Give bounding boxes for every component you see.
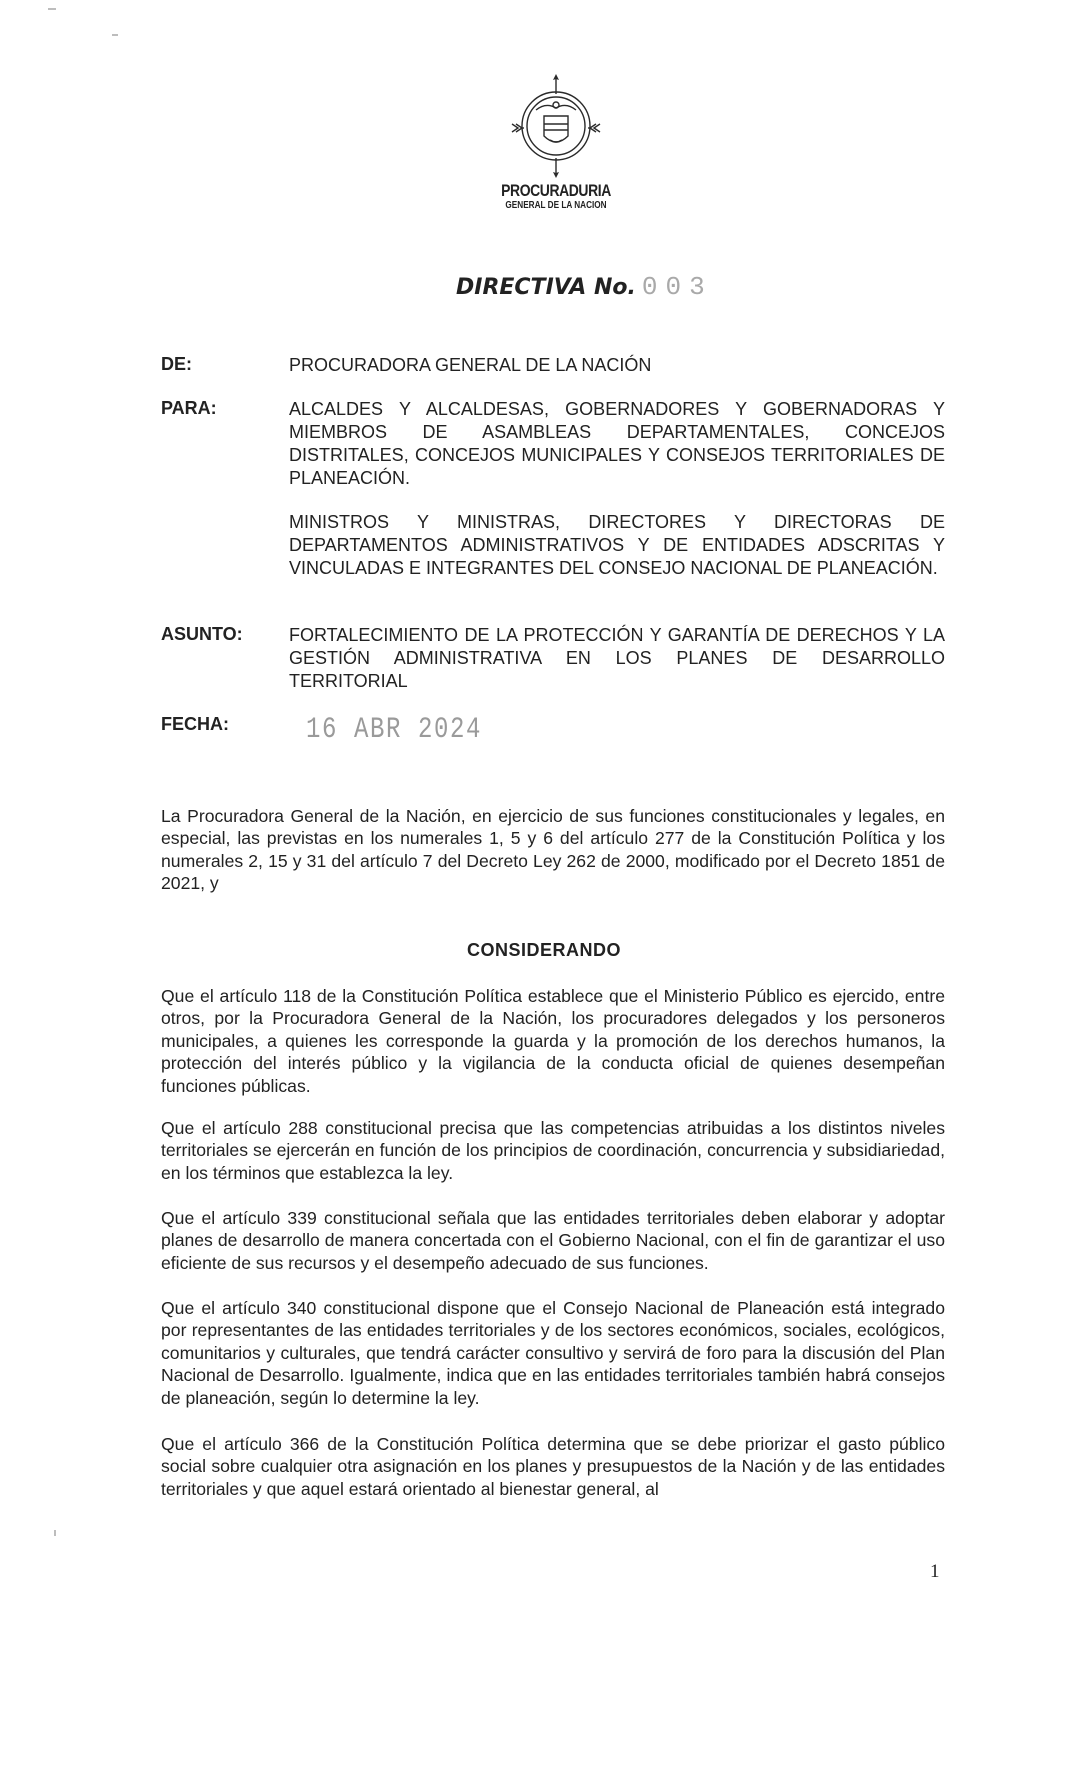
intro-paragraph: La Procuradora General de la Nación, en ejercicio de sus funciones constitucionales y legales, en especial, las previstas en los numerales 1, 5 y 6 del artículo 277 de la Constitución Política y los numerales 2, 15 y 31 del artículo 7 del Decreto Ley 262 de 2000, modificado por el Decreto 1851 de 2021, y [161,806,945,894]
considerando-paragraph: Que el artículo 339 constitucional señala que las entidades territoriales deben elaborar y adoptar planes de desarrollo de manera concertada con el Gobierno Nacional, con el fin de garantizar el uso eficiente de sus recursos y el desempeño adecuado de sus funciones. [161,1208,945,1273]
considerando-paragraph: Que el artículo 288 constitucional precisa que las competencias atribuidas a los distintos niveles territoriales se ejercerán en función de los principios de coordinación, concurrencia y subsidiariedad, en los términos que establezca la ley. [161,1118,945,1183]
considerando-paragraph: Que el artículo 366 de la Constitución Política determina que se debe priorizar el gasto público social sobre cualquier otra asignación en los planes y presupuestos de la Nación y de las entidades territoriales y que aquel estará orientado al bienestar general, al [161,1434,945,1499]
date-stamp: 16 ABR 2024 [306,713,483,747]
scan-speck [112,34,118,36]
para-label: PARA: [161,398,217,418]
asunto-value: FORTALECIMIENTO DE LA PROTECCIÓN Y GARANTÍA DE DERECHOS Y LA GESTIÓN ADMINISTRATIVA EN LOS PLANES DE DESARROLLO TERRITORIAL [289,625,945,691]
para-value-1: ALCALDES Y ALCALDESAS, GOBERNADORES Y GOBERNADORAS Y MIEMBROS DE ASAMBLEAS DEPARTAMENTALES, CONCEJOS DISTRITALES, CONCEJOS MUNICIPALES Y CONSEJOS TERRITORIALES DE PLANEACIÓN. [289,399,945,488]
scan-speck [54,1530,56,1536]
org-name-line1: PROCURADURIA [501,181,611,200]
de-label: DE: [161,354,192,374]
coat-of-arms-seal [506,74,606,178]
page-number: 1 [930,1561,940,1582]
directive-label: DIRECTIVA No. [456,275,636,300]
asunto-label: ASUNTO: [161,624,243,644]
directive-title [456,272,713,302]
scan-speck [48,8,56,10]
de-value: PROCURADORA GENERAL DE LA NACIÓN [289,355,652,375]
considerando-heading: CONSIDERANDO [466,940,621,960]
fecha-label: FECHA: [161,714,229,734]
org-name-line2: GENERAL DE LA NACION [505,200,607,211]
considerando-paragraph: Que el artículo 340 constitucional dispone que el Consejo Nacional de Planeación está integrado por representantes de las entidades territoriales y de los sectores económicos, sociales, ecológicos, comunitarios y culturales, que tendrá carácter consultivo y servirá de foro para la discusión del Plan Nacional de Desarrollo. Igualmente, indica que en las entidades territoriales también habrá consejos de planeación, según lo determine la ley. [161,1298,945,1408]
considerando-paragraph: Que el artículo 118 de la Constitución Política establece que el Ministerio Público es ejercido, entre otros, por la Procuradora General de la Nación, los procuradores delegados y los personeros municipales, a quienes les corresponde la guarda y la promoción de los derechos humanos, la protección del interés público y la vigilancia de la conducta oficial de quienes desempeñan funciones públicas. [161,986,945,1096]
para-value-2: MINISTROS Y MINISTRAS, DIRECTORES Y DIRECTORAS DE DEPARTAMENTOS ADMINISTRATIVOS Y DE ENTIDADES ADSCRITAS Y VINCULADAS E INTEGRANTES DEL CONSEJO NACIONAL DE PLANEACIÓN. [289,512,945,578]
org-name [476,182,636,211]
directive-number: 003 [641,272,713,302]
